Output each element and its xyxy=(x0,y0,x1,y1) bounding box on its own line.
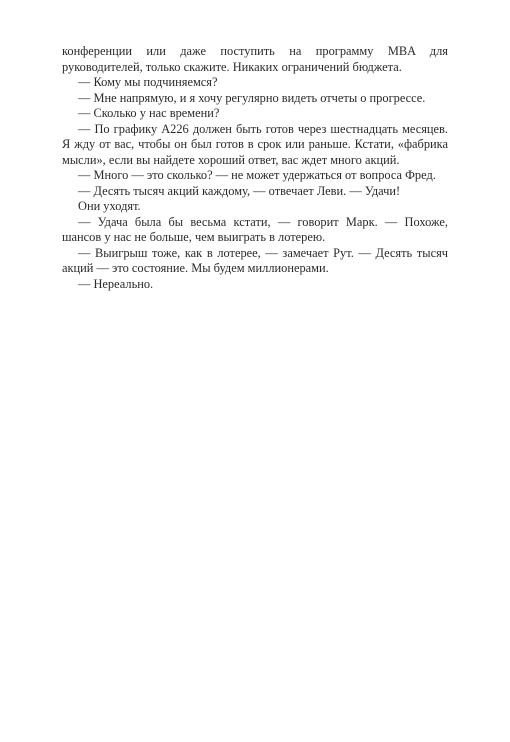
paragraph-7: — Десять тысяч акций каждому, — отвечает Леви. — Удачи! xyxy=(78,183,401,198)
paragraph-8: Они уходят. xyxy=(78,199,141,213)
paragraph-3: — Мне напрямую, и я хочу регулярно видеть отчеты о прогрессе. xyxy=(78,90,426,105)
paragraph-4: — Сколько у нас времени? xyxy=(78,106,220,120)
paragraph-2: — Кому мы подчиняемся? xyxy=(78,75,218,89)
paragraph-11: — Нереально. xyxy=(78,276,154,291)
paragraph-1: конференции или даже поступить на программу MBA для руководителей, только скажите. Никаких ограничений бюджета. xyxy=(62,44,448,74)
paragraph-9: — Удача была бы весьма кстати, — говорит Марк. — Похоже, шансов у нас не больше, чем выиграть в лотерею. xyxy=(62,214,448,244)
body-text xyxy=(62,44,448,292)
paragraph-6: — Много — это сколько? — не может удержаться от вопроса Фред. xyxy=(78,168,436,182)
paragraph-5: — По графику А226 должен быть готов через шестнадцать месяцев. Я жду от вас, чтобы он был готов в срок или раньше. Кстати, «фабрика мысли», если вы найдете хороший ответ, вас ждет много акций. xyxy=(62,121,448,167)
paragraph-10: — Выигрыш тоже, как в лотерее, — замечает Рут. — Десять тысяч акций — это состояние. Мы будем миллионерами. xyxy=(62,245,448,275)
